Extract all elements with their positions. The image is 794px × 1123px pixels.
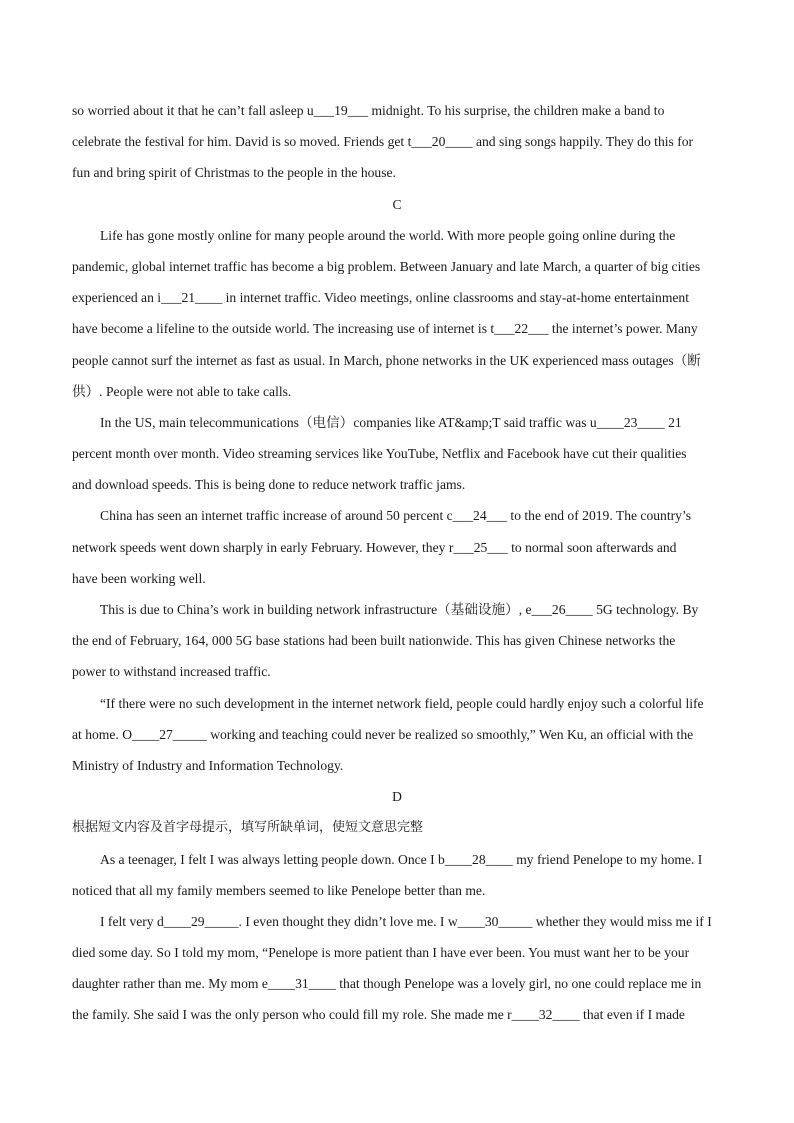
text-line: died some day. So I told my mom, “Penelope is more patient than I have ever been. You must want her to be your <box>72 945 690 961</box>
text-line: and download speeds. This is being done to reduce network traffic jams. <box>72 477 466 493</box>
text-line: the family. She said I was the only person who could fill my role. She made me r____32____ that even if I made <box>72 1007 685 1023</box>
text-line: noticed that all my family members seemed to like Penelope better than me. <box>72 882 486 898</box>
text-line: celebrate the festival for him. David is so moved. Friends get t___20____ and sing songs happily. They do this for <box>72 134 694 150</box>
text-line: have become a lifeline to the outside world. The increasing use of internet is t___22___ the internet’s power. Many <box>72 321 698 337</box>
section-heading-d: D <box>392 789 402 805</box>
text-line: have been working well. <box>72 570 206 586</box>
text-line: people cannot surf the internet as fast as usual. In March, phone networks in the UK experienced mass outages（断 <box>72 352 701 368</box>
text-line: experienced an i___21____ in internet traffic. Video meetings, online classrooms and stay-at-home entertainment <box>72 290 690 306</box>
text-line: daughter rather than me. My mom e____31____ that though Penelope was a lovely girl, no one could replace me in <box>72 976 702 992</box>
text-line: pandemic, global internet traffic has become a big problem. Between January and late March, a quarter of big cities <box>72 258 701 274</box>
text-line: “If there were no such development in the internet network field, people could hardly enjoy such a colorful life <box>100 695 704 711</box>
text-line: I felt very d____29_____. I even thought they didn’t love me. I w____30_____ whether they would miss me if I <box>100 913 712 929</box>
text-line: power to withstand increased traffic. <box>72 664 271 680</box>
text-line: Ministry of Industry and Information Technology. <box>72 757 344 773</box>
text-line: at home. O____27_____ working and teaching could never be realized so smoothly,” Wen Ku, an official with the <box>72 726 694 742</box>
text-line: fun and bring spirit of Christmas to the people in the house. <box>72 165 396 181</box>
text-line: As a teenager, I felt I was always letting people down. Once I b____28____ my friend Penelope to my home. I <box>100 851 703 867</box>
text-line: Life has gone mostly online for many people around the world. With more people going online during the <box>100 227 676 243</box>
text-line: In the US, main telecommunications（电信）companies like AT&amp;T said traffic was u____23____ 21 <box>100 414 682 430</box>
text-line: This is due to China’s work in building network infrastructure（基础设施）, e___26____ 5G technology. By <box>100 602 699 617</box>
section-instruction: 根据短文内容及首字母提示，填写所缺单词，使短文意思完整 <box>72 820 424 836</box>
text-line: so worried about it that he can’t fall asleep u___19___ midnight. To his surprise, the children make a band to <box>72 103 665 118</box>
section-heading-c: C <box>392 196 402 212</box>
text-line: the end of February, 164, 000 5G base stations had been built nationwide. This has given Chinese networks the <box>72 633 676 649</box>
text-line: percent month over month. Video streaming services like YouTube, Netflix and Facebook have cut their qualities <box>72 446 687 462</box>
text-line: China has seen an internet traffic increase of around 50 percent c___24___ to the end of 2019. The country’s <box>100 508 692 524</box>
document-body <box>72 98 722 1034</box>
text-line: network speeds went down sharply in early February. However, they r___25___ to normal soon afterwards and <box>72 539 677 555</box>
text-line: 供）. People were not able to take calls. <box>72 383 292 399</box>
